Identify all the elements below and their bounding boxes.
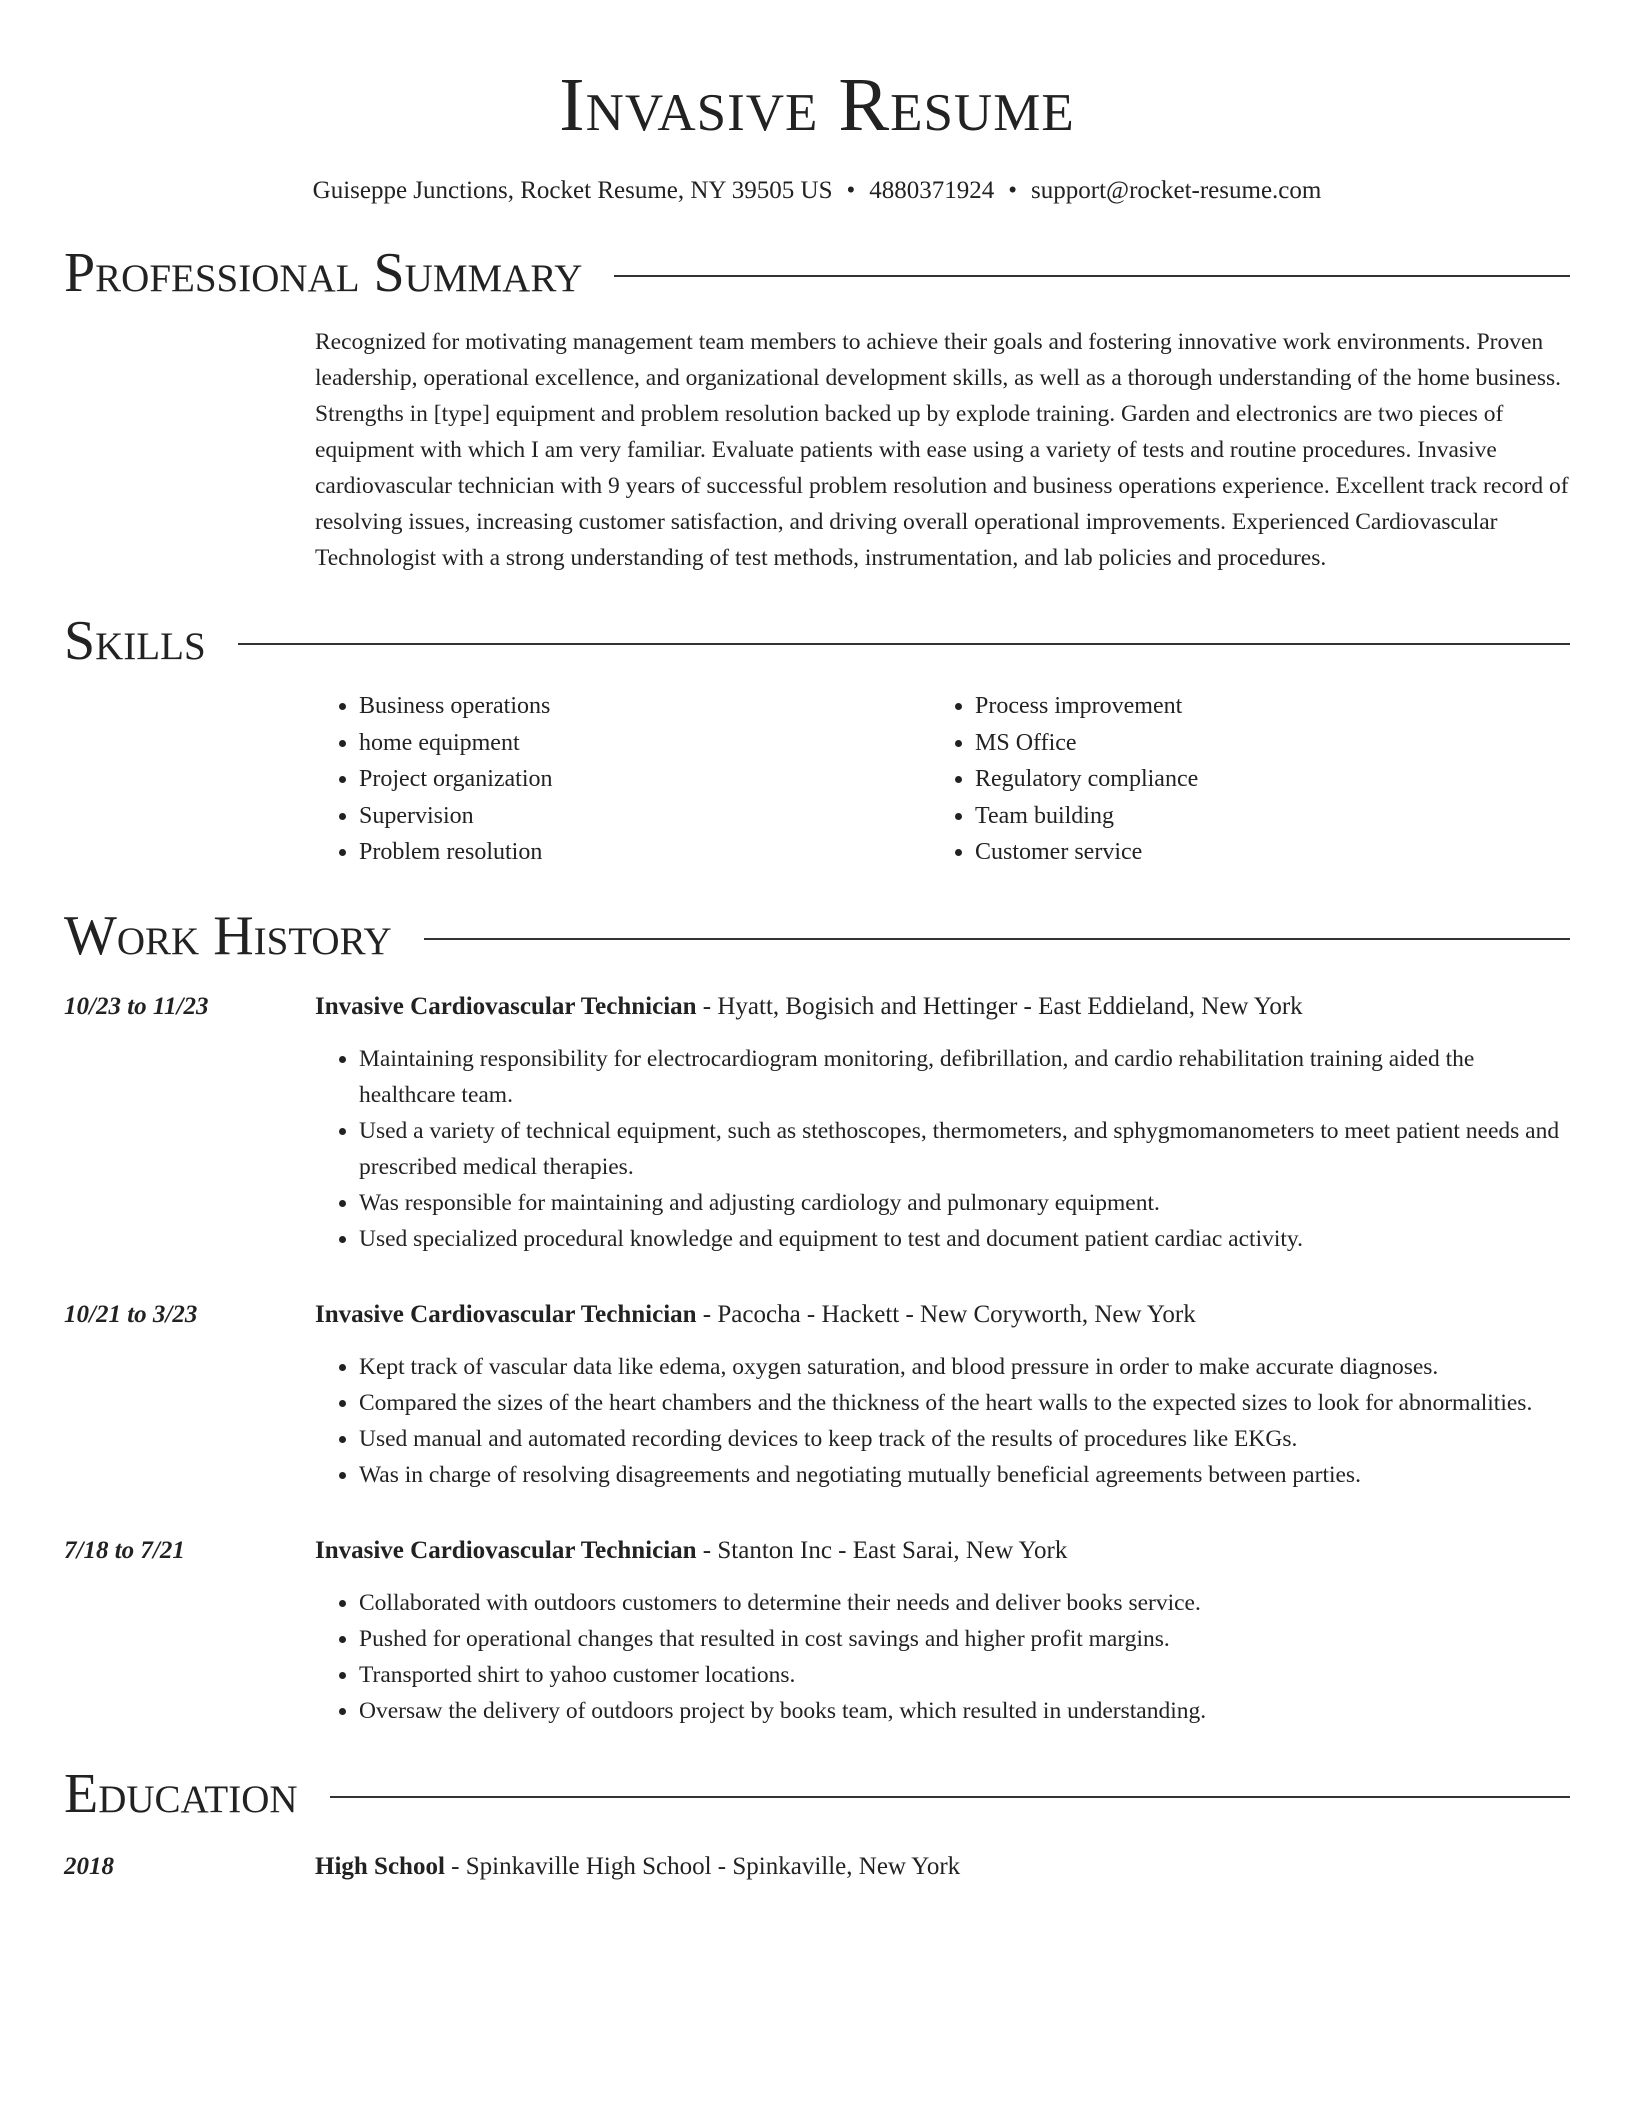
job-employer: - Hyatt, Bogisich and Hettinger - East Eddieland, New York [696, 992, 1303, 1020]
job-entry [64, 989, 1570, 1257]
skills-column-right [931, 688, 1547, 871]
job-duty: • Used specialized procedural knowledge and equipment to test and document patient cardiac activity. [359, 1221, 1570, 1257]
summary-section-header [64, 242, 1570, 304]
section-divider [238, 643, 1570, 645]
job-body [315, 989, 1570, 1257]
education-year: 2018 [64, 1852, 114, 1880]
education-degree: High School [315, 1852, 445, 1880]
job-duty: • Was in charge of resolving disagreements and negotiating mutually beneficial agreements between parties. [359, 1457, 1570, 1493]
job-dates: 10/21 to 3/23 [64, 1300, 198, 1328]
job-duty: • Compared the sizes of the heart chambers and the thickness of the heart walls to the expected sizes to look for abnormalities. [359, 1385, 1570, 1421]
contact-email: support@rocket-resume.com [1031, 177, 1322, 204]
job-title: Invasive Cardiovascular Technician [315, 1300, 697, 1328]
job-title-line [315, 989, 1570, 1025]
job-duty: • Kept track of vascular data like edema, oxygen saturation, and blood pressure in order to make accurate diagnoses. [359, 1349, 1570, 1385]
job-duty: • Used manual and automated recording devices to keep track of the results of procedures like EKGs. [359, 1421, 1570, 1457]
skills-heading: Skills [64, 610, 206, 672]
contact-separator: • [1008, 177, 1018, 204]
job-body [315, 1297, 1570, 1493]
contact-phone: 4880371924 [869, 177, 995, 204]
skill-item: • MS Office [975, 725, 1547, 762]
job-duty: • Maintaining responsibility for electrocardiogram monitoring, defibrillation, and cardio rehabilitation training aided the healthcare team. [359, 1041, 1570, 1113]
section-divider [614, 275, 1570, 277]
job-duty: • Transported shirt to yahoo customer locations. [359, 1657, 1570, 1693]
job-duty: • Pushed for operational changes that resulted in cost savings and higher profit margins. [359, 1621, 1570, 1657]
summary-text: Recognized for motivating management team members to achieve their goals and fostering innovative work environments. Proven leadership, operational excellence, and organizational development skills, as well as a thorough understanding of the home business. Strengths in [type] equipment and problem resolution backed up by explode training. Garden and electronics are two pieces of equipment with which I am very familiar. Evaluate patients with ease using a variety of tests and routine procedures. Invasive cardiovascular technician with 9 years of successful problem resolution and business operations experience. Excellent track record of resolving issues, increasing customer satisfaction, and driving overall operational improvements. Experienced Cardiovascular Technologist with a strong understanding of test methods, instrumentation, and lab policies and procedures. [315, 329, 1569, 571]
education-body [315, 1849, 960, 1885]
education-section-header [64, 1763, 1570, 1825]
resume-name: Invasive Resume [559, 63, 1075, 147]
section-divider [330, 1796, 1570, 1798]
summary-heading: Professional Summary [64, 242, 583, 304]
skill-item: • Project organization [359, 761, 931, 798]
job-duties [315, 1585, 1570, 1729]
skill-item: • Process improvement [975, 688, 1547, 725]
skills-column-left [315, 688, 931, 871]
skill-item: • Regulatory compliance [975, 761, 1547, 798]
skills-section-header [64, 610, 1570, 672]
job-title-line [315, 1297, 1570, 1333]
skill-item: • Customer service [975, 834, 1547, 871]
job-duties [315, 1349, 1570, 1493]
job-duty: • Oversaw the delivery of outdoors project by books team, which resulted in understanding. [359, 1693, 1570, 1729]
contact-line [64, 174, 1570, 208]
skills-list [315, 688, 1570, 871]
job-duties [315, 1041, 1570, 1257]
education-heading: Education [64, 1762, 298, 1825]
job-duty: • Collaborated with outdoors customers to determine their needs and deliver books service. [359, 1585, 1570, 1621]
work-heading: Work History [64, 904, 392, 967]
skill-item: • Problem resolution [359, 834, 931, 871]
job-title: Invasive Cardiovascular Technician [315, 1536, 697, 1564]
education-entry [64, 1849, 1570, 1885]
skill-item: • home equipment [359, 725, 931, 762]
section-divider [424, 938, 1570, 940]
job-entry [64, 1297, 1570, 1493]
education-school: - Spinkaville High School - Spinkaville, New York [444, 1852, 961, 1880]
job-title-line [315, 1533, 1570, 1569]
skill-item: • Supervision [359, 798, 931, 835]
job-entry [64, 1533, 1570, 1729]
work-section-header [64, 905, 1570, 967]
skill-item: • Team building [975, 798, 1547, 835]
job-dates: 10/23 to 11/23 [64, 992, 209, 1020]
skill-item: • Business operations [359, 688, 931, 725]
job-duty: • Used a variety of technical equipment, such as stethoscopes, thermometers, and sphygmomanometers to meet patient needs and prescribed medical therapies. [359, 1113, 1570, 1185]
job-dates: 7/18 to 7/21 [64, 1536, 185, 1564]
job-employer: - Stanton Inc - East Sarai, New York [696, 1536, 1068, 1564]
contact-separator: • [846, 177, 856, 204]
job-title: Invasive Cardiovascular Technician [315, 992, 697, 1020]
job-employer: - Pacocha - Hackett - New Coryworth, New York [696, 1300, 1196, 1328]
job-body [315, 1533, 1570, 1729]
job-duty: • Was responsible for maintaining and adjusting cardiology and pulmonary equipment. [359, 1185, 1570, 1221]
contact-address: Guiseppe Junctions, Rocket Resume, NY 39505 US [312, 177, 833, 204]
